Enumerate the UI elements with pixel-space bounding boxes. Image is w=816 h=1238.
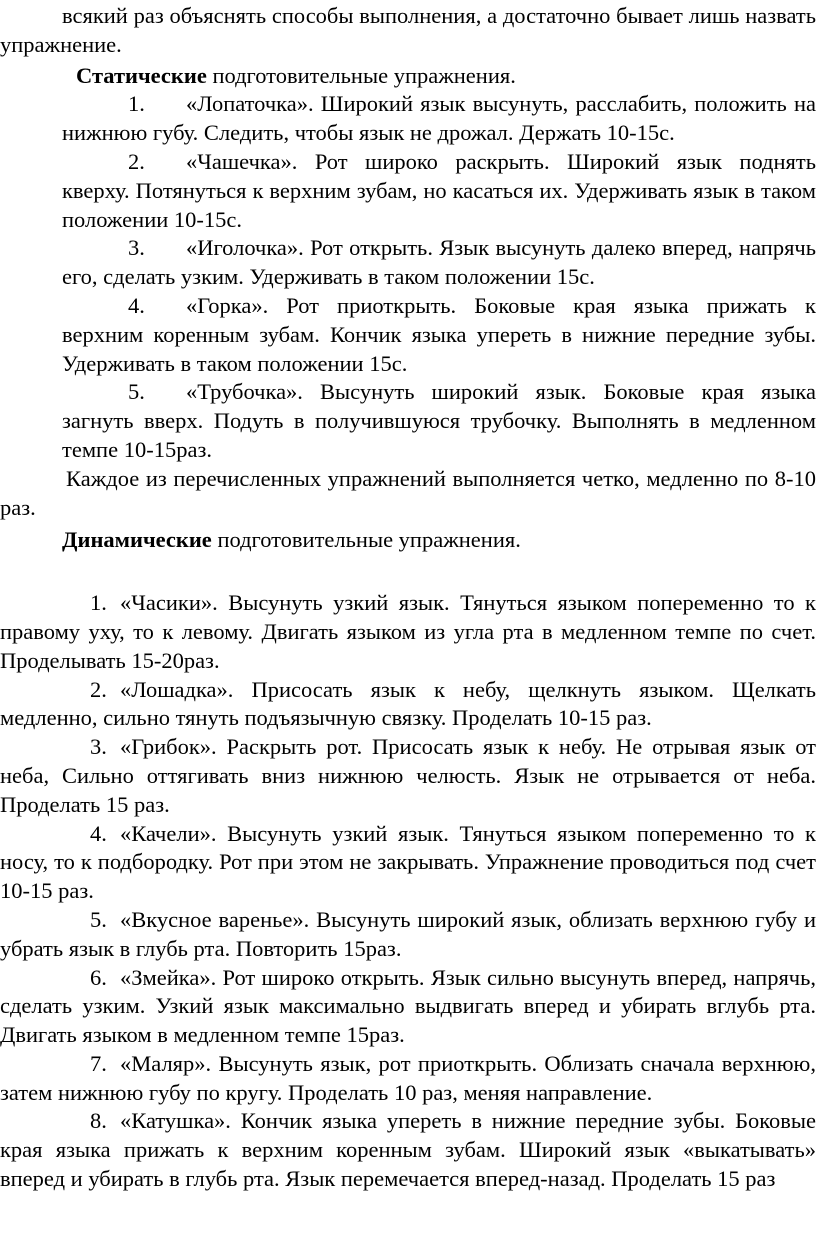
list-item: [0, 733, 816, 819]
list-item: [0, 1107, 816, 1193]
item-number: 6.: [90, 964, 107, 990]
list-item: [0, 964, 816, 1050]
static-exercises-list: [0, 90, 816, 464]
static-summary: Каждое из перечисленных упражнений выполняется четко, медленно по 8-10 раз.: [0, 465, 816, 520]
dynamic-heading-rest: подготовительные упражнения.: [211, 527, 521, 553]
item-number: 2.: [90, 676, 107, 702]
item-number: 4.: [128, 292, 145, 318]
list-item: [62, 148, 816, 234]
dynamic-exercises-heading: [0, 526, 816, 555]
item-text: «Лошадка». Присосать язык к небу, щелкнуть языком. Щелкать медленно, сильно тянуть подъязычную связку. Проделать 10-15 раз.: [0, 676, 816, 731]
list-item: [62, 378, 816, 464]
list-item: [62, 90, 816, 148]
item-number: 5.: [128, 379, 145, 405]
item-number: 5.: [90, 906, 107, 932]
list-item: [62, 292, 816, 378]
list-item: [0, 820, 816, 906]
list-item: [0, 1050, 816, 1108]
list-item: [0, 906, 816, 964]
item-text: «Грибок». Раскрыть рот. Присосать язык к небу. Не отрывая язык от неба, Сильно оттягивать вниз нижнюю челюсть. Язык не отрывается от неба. Проделать 15 раз.: [0, 734, 816, 817]
dynamic-heading-bold: Динамические: [62, 527, 212, 553]
intro-text: всякий раз объяснять способы выполнения, а достаточно бывает лишь назвать упражнение.: [0, 3, 816, 57]
item-text: «Трубочка». Высунуть широкий язык. Боковые края языка загнуть вверх. Подуть в получившуюся трубочку. Выполнять в медленном темпе 10-15раз.: [62, 379, 816, 462]
item-text: «Горка». Рот приоткрыть. Боковые края языка прижать к верхним коренным зубам. Кончик языка упереть в нижние передние зубы. Удерживать в таком положении 15с.: [62, 292, 816, 376]
list-item: [0, 589, 816, 675]
item-number: 7.: [90, 1050, 107, 1076]
intro-paragraph: [0, 0, 816, 60]
static-exercises-heading: [0, 62, 816, 91]
item-text: «Маляр». Высунуть язык, рот приоткрыть. Облизать сначала верхнюю, затем нижнюю губу по кругу. Проделать 10 раз, меняя направление.: [0, 1050, 816, 1105]
item-number: 4.: [90, 820, 107, 846]
item-text: «Часики». Высунуть узкий язык. Тянуться языком попеременно то к правому уху, то к левому. Двигать языком из угла рта в медленном темпе по счет. Проделывать 15-20раз.: [0, 590, 816, 673]
static-heading-rest: подготовительные упражнения.: [206, 62, 516, 88]
item-number: 1.: [128, 91, 145, 117]
list-item: [0, 676, 816, 734]
item-text: «Катушка». Кончик языка упереть в нижние передние зубы. Боковые края языка прижать к верхним коренным зубам. Широкий язык «выкатывать» вперед и убирать в глубь рта. Язык перемечается вперед-назад. Проделать 15 раз: [0, 1108, 816, 1192]
item-text: «Качели». Высунуть узкий язык. Тянуться языком попеременно то к носу, то к подбородку. Рот при этом не закрывать. Упражнение проводиться под счет 10-15 раз.: [0, 820, 816, 904]
static-heading-bold: Статические: [76, 62, 207, 88]
item-number: 3.: [128, 235, 145, 261]
item-number: 2.: [128, 148, 145, 174]
item-number: 1.: [90, 590, 107, 616]
item-number: 8.: [90, 1108, 107, 1134]
item-number: 3.: [90, 734, 107, 760]
item-text: «Иголочка». Рот открыть. Язык высунуть далеко вперед, напрячь его, сделать узким. Удерживать в таком положении 15с.: [62, 235, 816, 290]
item-text: «Вкусное варенье». Высунуть широкий язык, облизать верхнюю губу и убрать язык в глубь рта. Повторить 15раз.: [0, 906, 816, 961]
item-text: «Лопаточка». Широкий язык высунуть, расслабить, положить на нижнюю губу. Следить, чтобы язык не дрожал. Держать 10-15с.: [62, 91, 816, 146]
item-text: «Змейка». Рот широко открыть. Язык сильно высунуть вперед, напрячь, сделать узким. Узкий язык максимально выдвигать вперед и убирать вглубь рта. Двигать языком в медленном темпе 15раз.: [0, 964, 816, 1048]
dynamic-exercises-list: [0, 589, 816, 1194]
list-item: [62, 234, 816, 292]
item-text: «Чашечка». Рот широко раскрыть. Широкий язык поднять кверху. Потянуться к верхним зубам, но касаться их. Удерживать язык в таком положении 10-15с.: [62, 148, 816, 232]
